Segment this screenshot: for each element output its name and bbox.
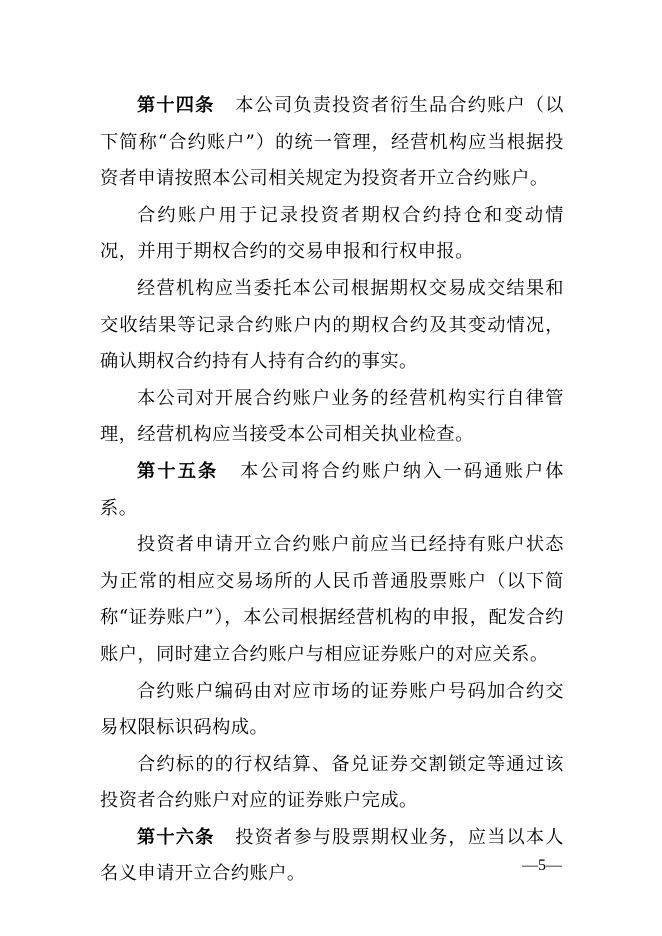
paragraph-text: 合约账户用于记录投资者期权合约持仓和变动情况，并用于期权合约的交易申报和行权申报。 bbox=[100, 204, 564, 263]
paragraph-text: 合约账户编码由对应市场的证券账户号码加合约交易权限标识码构成。 bbox=[100, 680, 564, 739]
paragraph-article-15 bbox=[100, 454, 564, 527]
article-number: 第十五条 bbox=[137, 460, 219, 482]
paragraph bbox=[100, 381, 564, 454]
paragraph bbox=[100, 527, 564, 673]
paragraph-text: 投资者参与股票期权业务，应当以本人名义申请开立合约账户。 bbox=[100, 826, 564, 885]
body-text bbox=[100, 88, 564, 893]
paragraph bbox=[100, 747, 564, 820]
paragraph bbox=[100, 198, 564, 271]
paragraph-text: 本公司将合约账户纳入一码通账户体系。 bbox=[100, 460, 564, 519]
paragraph-text: 合约标的的行权结算、备兑证券交割锁定等通过该投资者合约账户对应的证券账户完成。 bbox=[100, 753, 564, 812]
paragraph bbox=[100, 271, 564, 381]
paragraph-text: 投资者申请开立合约账户前应当已经持有账户状态为正常的相应交易场所的人民币普通股票账户（以下简称“证券账户”），本公司根据经营机构的申报，配发合约账户，同时建立合约账户与相应证券账户的对应关系。 bbox=[100, 534, 564, 665]
paragraph-text: 本公司负责投资者衍生品合约账户（以下简称“合约账户”）的统一管理，经营机构应当根据投资者申请按照本公司相关规定为投资者开立合约账户。 bbox=[100, 95, 564, 190]
paragraph-article-16 bbox=[100, 820, 564, 893]
paragraph-text: 经营机构应当委托本公司根据期权交易成交结果和交收结果等记录合约账户内的期权合约及其变动情况，确认期权合约持有人持有合约的事实。 bbox=[100, 277, 564, 373]
article-number: 第十四条 bbox=[137, 95, 215, 116]
article-number: 第十六条 bbox=[137, 826, 215, 848]
page-number: —5— bbox=[522, 857, 562, 874]
paragraph-text: 本公司对开展合约账户业务的经营机构实行自律管理，经营机构应当接受本公司相关执业检查。 bbox=[100, 387, 564, 446]
paragraph-article-14 bbox=[100, 88, 564, 198]
paragraph bbox=[100, 674, 564, 747]
